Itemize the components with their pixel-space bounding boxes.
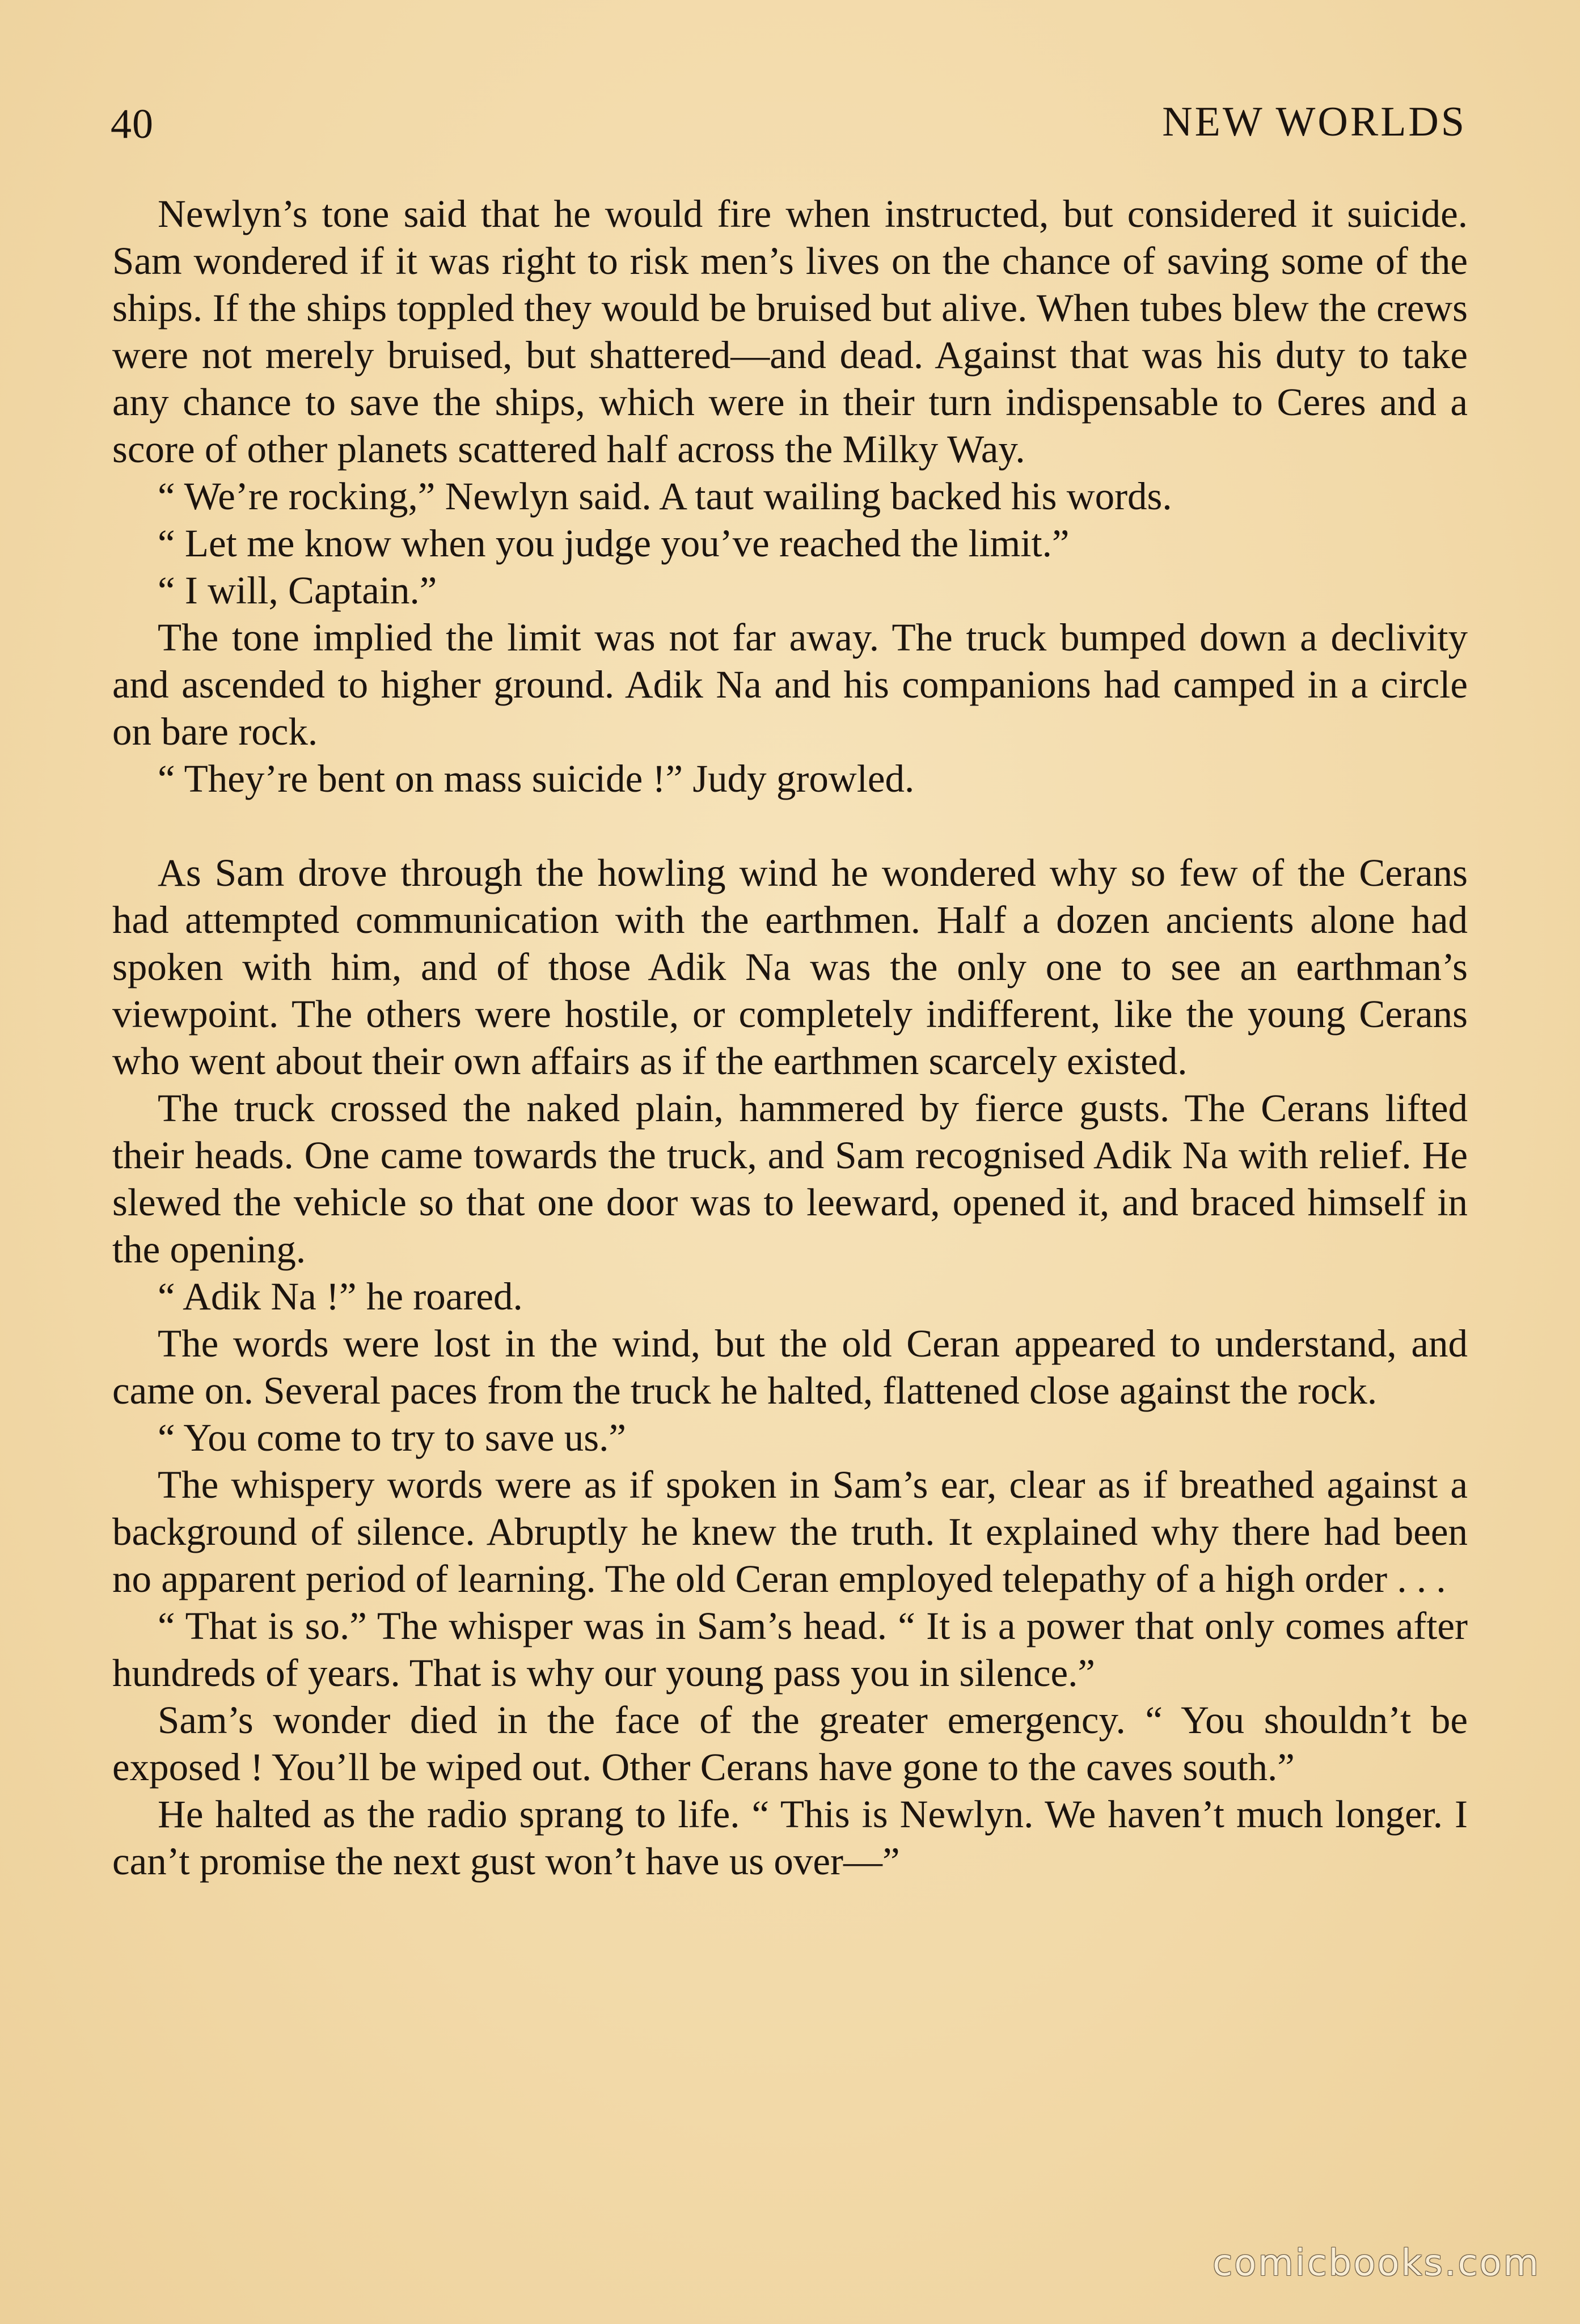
watermark: comicbooks.com bbox=[1212, 2242, 1540, 2284]
paragraph: “ I will, Captain.” bbox=[158, 569, 437, 612]
paragraph: He halted as the radio sprang to life. “ This is Newlyn. We haven’t much longer. I can’t promise the next gust won’t have us over—” bbox=[112, 1793, 1468, 1883]
page-number: 40 bbox=[111, 101, 154, 147]
section-break bbox=[112, 802, 1468, 850]
paragraph: The tone implied the limit was not far away. The truck bumped down a declivity and ascended to higher ground. Adik Na and his companions had camped in a circle on bare rock. bbox=[112, 616, 1468, 753]
paragraph: “ Adik Na !” he roared. bbox=[158, 1275, 523, 1318]
paragraph: “ That is so.” The whisper was in Sam’s head. “ It is a power that only comes after hundreds of years. That is why our young pass you in silence.” bbox=[112, 1604, 1468, 1695]
paragraph: The words were lost in the wind, but the old Ceran appeared to understand, and came on. Several paces from the truck he halted, flattened close against the rock. bbox=[112, 1322, 1468, 1412]
running-head bbox=[111, 91, 1467, 153]
paragraph: “ We’re rocking,” Newlyn said. A taut wailing backed his words. bbox=[158, 475, 1172, 518]
paragraph: The whispery words were as if spoken in Sam’s ear, clear as if breathed against a background of silence. Abruptly he knew the truth. It explained why there had been no apparent period of learning. The old Ceran employed telepathy of a high order . . . bbox=[112, 1463, 1468, 1600]
paragraph: Newlyn’s tone said that he would fire when instructed, but considered it suicide. Sam wondered if it was right to risk men’s lives on the chance of saving some of the ships. If the ships toppled they would be bruised but alive. When tubes blew the crews were not merely bruised, but shattered—and dead. Against that was his duty to take any chance to save the ships, which were in their turn indispensable to Ceres and a score of other planets scattered half across the Milky Way. bbox=[112, 192, 1468, 471]
paragraph: Sam’s wonder died in the face of the greater emergency. “ You shouldn’t be exposed ! You’ll be wiped out. Other Cerans have gone to the caves south.” bbox=[112, 1698, 1468, 1789]
paragraph: “ They’re bent on mass suicide !” Judy growled. bbox=[158, 757, 915, 800]
paragraph: “ You come to try to save us.” bbox=[158, 1416, 626, 1459]
paragraph: As Sam drove through the howling wind he wondered why so few of the Cerans had attempted communication with the earthmen. Half a dozen ancients alone had spoken with him, and of those Adik Na was the only one to see an earthman’s viewpoint. The others were hostile, or completely indifferent, like the young Cerans who went about their own affairs as if the earthmen scarcely existed. bbox=[112, 851, 1468, 1083]
paragraph: “ Let me know when you judge you’ve reached the limit.” bbox=[158, 522, 1070, 565]
body-text bbox=[112, 191, 1468, 1885]
paragraph: The truck crossed the naked plain, hammered by fierce gusts. The Cerans lifted their heads. One came towards the truck, and Sam recognised Adik Na with relief. He slewed the vehicle so that one door was to leeward, opened it, and braced himself in the opening. bbox=[112, 1087, 1468, 1271]
running-title: NEW WORLDS bbox=[1162, 99, 1467, 145]
